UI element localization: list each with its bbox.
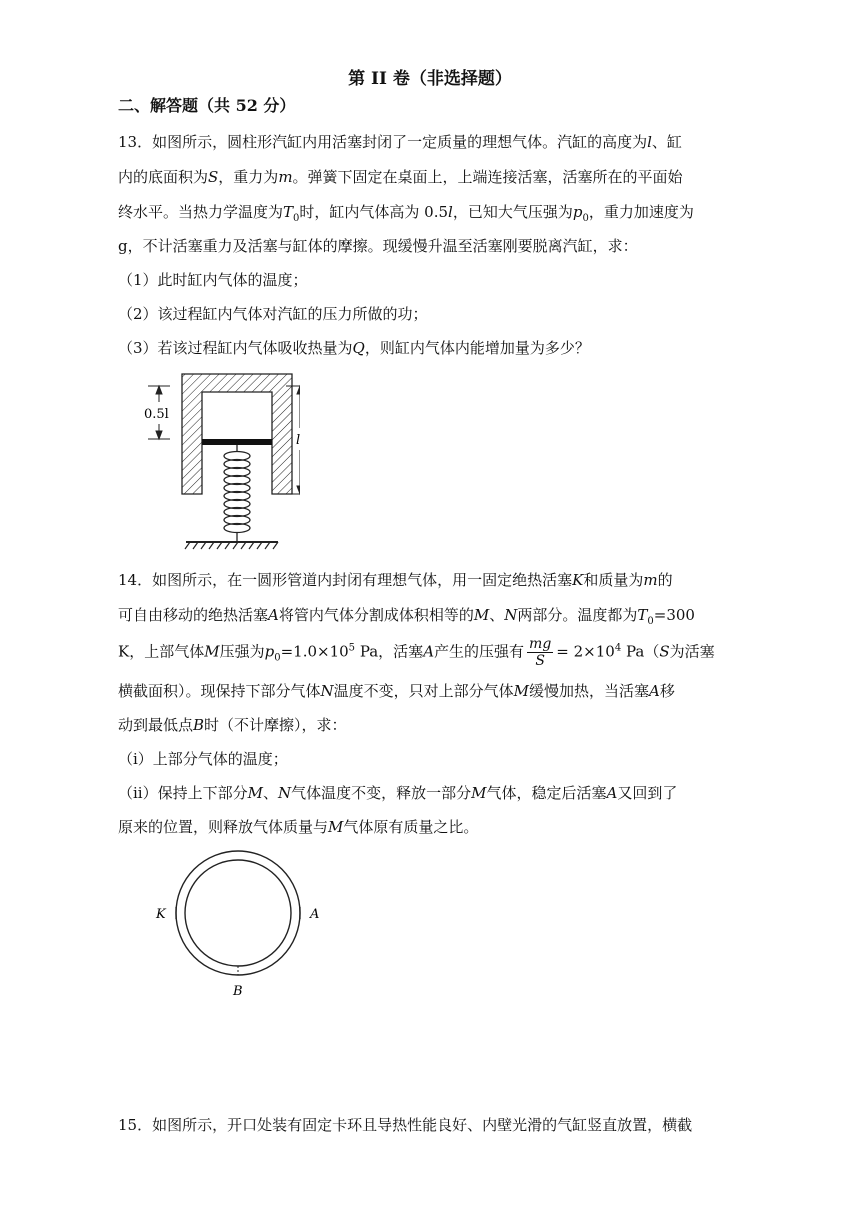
- part-title: 第 II 卷（非选择题）: [348, 69, 512, 89]
- label-A: A: [310, 907, 320, 922]
- question-15: 15．如图所示，开口处装有固定卡环且导热性能良好、内壁光滑的气缸竖直放置，横截: [118, 1116, 693, 1134]
- q13-line-2: 内的底面积为S，重力为m。弹簧下固定在桌面上，上端连接活塞，活塞所在的平面始: [118, 168, 683, 186]
- q14-sub-2: （ii）保持上下部分M、N气体温度不变，释放一部分M气体，稳定后活塞A又回到了: [118, 784, 678, 802]
- section-heading: 二、解答题（共 52 分）: [118, 96, 296, 115]
- q14-line-1: 14．如图所示，在一圆形管道内封闭有理想气体，用一固定绝热活塞K和质量为m的: [118, 571, 673, 589]
- label-B: B: [233, 984, 243, 999]
- spring: [224, 445, 250, 542]
- q14-sub-2-cont: 原来的位置，则释放气体质量与M气体原有质量之比。: [118, 818, 479, 836]
- q13-line-3: 终水平。当热力学温度为$T_0$时，缸内气体高为 0.5l，已知大气压强为$p_0$，重力加速度为: [118, 203, 694, 224]
- q14-line-4: 横截面积）。现保持下部分气体N温度不变，只对上部分气体M缓慢加热，当活塞A移: [118, 682, 675, 700]
- q13-sub-1: （1）此时缸内气体的温度；: [118, 271, 308, 289]
- inner-ring: [185, 860, 291, 966]
- label-half-l: 0.5l: [144, 407, 169, 422]
- outer-ring: [176, 851, 300, 975]
- q14-line-5: 动到最低点B时（不计摩擦），求：: [118, 716, 347, 734]
- q14-line-2: 可自由移动的绝热活塞A将管内气体分割成体积相等的M、N两部分。温度都为$T_0=300$: [118, 606, 695, 627]
- label-K: K: [156, 907, 166, 922]
- cylinder-spring-figure: [140, 368, 300, 553]
- ring-tube-figure: [150, 845, 340, 1005]
- q13-sub-3: （3）若该过程缸内气体吸收热量为Q，则缸内气体内能增加量为多少？: [118, 339, 590, 357]
- ground: [185, 542, 278, 549]
- piston: [202, 439, 272, 445]
- q13-line-1: 13．如图所示，圆柱形汽缸内用活塞封闭了一定质量的理想气体。汽缸的高度为l、缸: [118, 133, 682, 151]
- q13-line-4: g，不计活塞重力及活塞与缸体的摩擦。现缓慢升温至活塞刚要脱离汽缸，求：: [118, 237, 638, 255]
- q14-line-3: K，上部气体M压强为$p_0=1.0\times 10^5$ Pa，活塞A产生的压强有 $\frac{mg}{S}$ = $2\times 10^4$ Pa（S为活塞: [118, 636, 715, 669]
- q13-sub-2: （2）该过程缸内气体对汽缸的压力所做的功；: [118, 305, 428, 323]
- fraction-mg-over-S: $\frac{mg}{S}$: [529, 636, 552, 669]
- label-l: l: [296, 433, 300, 448]
- q14-sub-1: （i）上部分气体的温度；: [118, 750, 288, 768]
